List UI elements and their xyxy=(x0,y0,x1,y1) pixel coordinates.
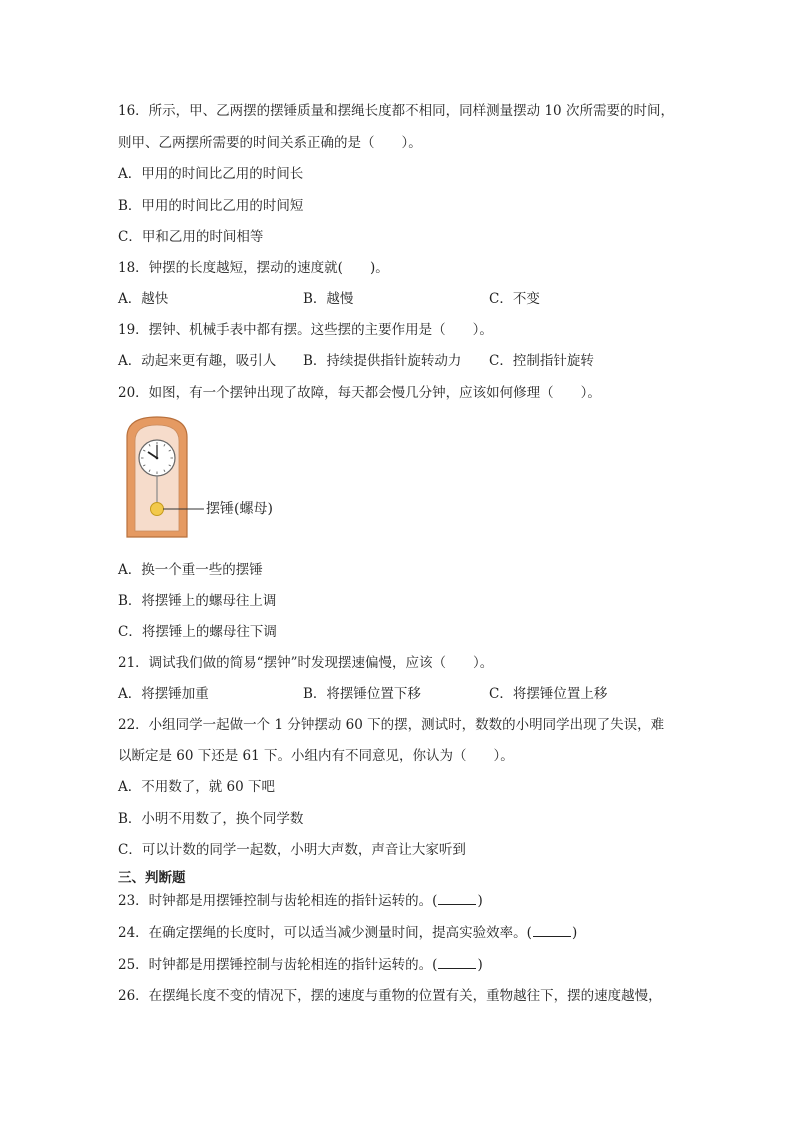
q16-option-a: A．甲用的时间比乙用的时间长 xyxy=(118,166,304,182)
q20-option-a: A．换一个重一些的摆锤 xyxy=(118,562,263,578)
q20-option-b: B．将摆锤上的螺母往上调 xyxy=(118,593,277,609)
q23-text: 23．时钟都是用摆锤控制与齿轮相连的指针运转的。( xyxy=(118,893,438,909)
section-title-true-false: 三、判断题 xyxy=(118,870,186,886)
q24-text: 24．在确定摆绳的长度时，可以适当减少测量时间，提高实验效率。( xyxy=(118,925,532,941)
q19-text: 19．摆钟、机械手表中都有摆。这些摆的主要作用是（ ）。 xyxy=(118,322,493,338)
q18-option-b: B．越慢 xyxy=(303,291,354,307)
q21-option-b: B．将摆锤位置下移 xyxy=(303,686,421,702)
pendulum-bob-label: 摆锤(螺母) xyxy=(206,501,273,517)
q22-option-a: A．不用数了，就 60 下吧 xyxy=(118,779,276,795)
q21-text: 21．调试我们做的简易“摆钟”时发现摆速偏慢，应该（ ）。 xyxy=(118,655,494,671)
q16-option-b: B．甲用的时间比乙用的时间短 xyxy=(118,198,304,214)
q18-option-a: A．越快 xyxy=(118,291,169,307)
pendulum-clock-illustration xyxy=(124,415,294,540)
q19-option-a: A．动起来更有趣，吸引人 xyxy=(118,353,277,369)
q25-text: 25．时钟都是用摆锤控制与齿轮相连的指针运转的。( xyxy=(118,957,438,973)
q22-option-c: C．可以计数的同学一起数，小明大声数，声音让大家听到 xyxy=(118,842,466,858)
q24-answer-blank[interactable] xyxy=(533,924,571,937)
pendulum-clock-figure xyxy=(124,415,294,540)
q21-option-a: A．将摆锤加重 xyxy=(118,686,209,702)
q16-option-c: C．甲和乙用的时间相等 xyxy=(118,229,264,245)
q25-answer-blank[interactable] xyxy=(438,956,476,969)
q21-option-c: C．将摆锤位置上移 xyxy=(489,686,608,702)
q24-close-paren: ) xyxy=(571,925,578,941)
q25-line xyxy=(118,955,483,975)
q18-option-c: C．不变 xyxy=(489,291,540,307)
q19-option-c: C．控制指针旋转 xyxy=(489,353,594,369)
q22-option-b: B．小明不用数了，换个同学数 xyxy=(118,811,304,827)
q16-line2: 则甲、乙两摆所需要的时间关系正确的是（ ）。 xyxy=(118,135,422,151)
q23-answer-blank[interactable] xyxy=(438,892,476,905)
q22-line1: 22．小组同学一起做一个 1 分钟摆动 60 下的摆，测试时，数数的小明同学出现了失误，难 xyxy=(118,717,665,733)
q25-close-paren: ) xyxy=(477,957,483,973)
q23-line xyxy=(118,891,483,911)
q19-option-b: B．持续提供指针旋转动力 xyxy=(303,353,462,369)
q20-option-c: C．将摆锤上的螺母往下调 xyxy=(118,624,277,640)
q24-line xyxy=(118,923,577,943)
q23-close-paren: ) xyxy=(477,893,483,909)
q20-text: 20．如图，有一个摆钟出现了故障，每天都会慢几分钟，应该如何修理（ ）。 xyxy=(118,385,601,401)
q26-text: 26．在摆绳长度不变的情况下，摆的速度与重物的位置有关，重物越往下，摆的速度越慢， xyxy=(118,988,662,1004)
q18-text: 18．钟摆的长度越短，摆动的速度就( )。 xyxy=(118,260,389,276)
q16-line1: 16．所示，甲、乙两摆的摆锤质量和摆绳长度都不相同，同样测量摆动 10 次所需要的时间， xyxy=(118,103,674,119)
q22-line2: 以断定是 60 下还是 61 下。小组内有不同意见，你认为（ ）。 xyxy=(118,748,514,764)
